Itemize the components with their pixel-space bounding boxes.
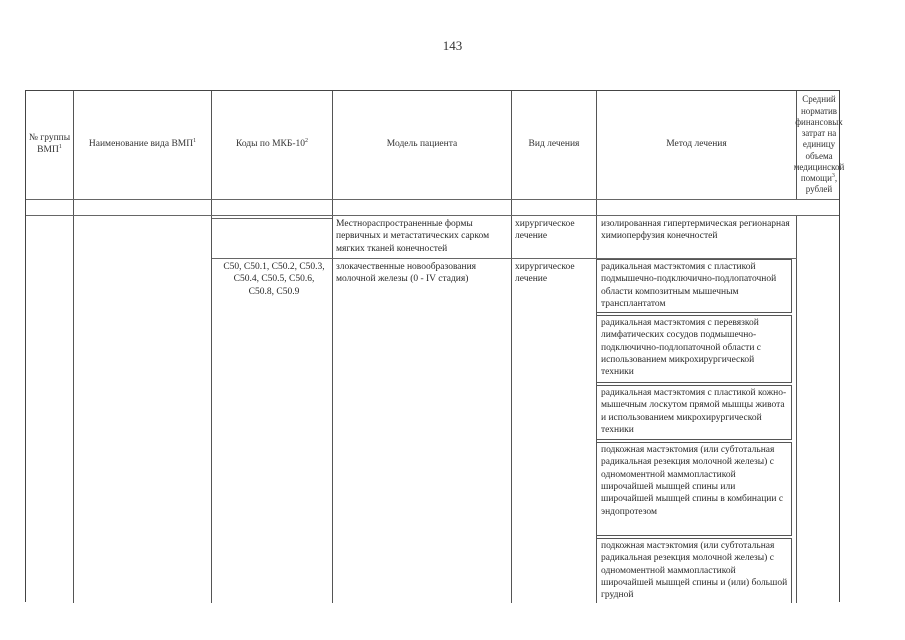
treatment-method-cell: радикальная мастэктомия с пластикой подмышечно-подключично-подлопаточной области композитным мышечным трансплантатом — [601, 262, 777, 310]
header-cost-norm: Средний норматив финансовых затрат на единицу объема медицинской помощи$^3$, рублей — [793, 94, 845, 195]
patient-model-cell: злокачественные новообразования молочной железы (0 - IV стадия) — [336, 262, 477, 285]
treatment-method-cell: подкожная мастэктомия (или субтотальная радикальная резекция молочной железы) с одномоментной маммопластикой широчайшей мышцей спины и (или) большой грудной — [601, 541, 788, 601]
header-patient-model: Модель пациента — [386, 139, 458, 150]
numbering-row-line — [26, 215, 839, 216]
patient-model-cell: Местнораспространенные формы первичных и метастатических сарком мягких тканей конечностей — [336, 219, 490, 254]
treatment-method-cell: подкожная мастэктомия (или субтотальная радикальная резекция молочной железы) с одномоментной маммопластикой широчайшей мышцей спины или широчайшей мышцей спины в комбинации с эндопротезом — [601, 445, 784, 517]
treatment-table — [25, 90, 845, 602]
treatment-type-cell: хирургическое лечение — [515, 219, 575, 242]
treatment-method-cell: радикальная мастэктомия с пластикой кожно-мышечным лоскутом прямой мышцы живота и использованием микрохирургической техники — [601, 388, 787, 436]
header-treatment-type: Вид лечения — [528, 139, 580, 150]
header-icd-codes: Коды по МКБ-$10^2$ — [235, 138, 309, 150]
header-treatment-method: Метод лечения — [666, 139, 727, 150]
icd-codes-cell: C50, C50.1, C50.2, C50.3, C50.4, C50.5, C50.6, C50.8, C50.9 — [223, 262, 325, 297]
treatment-method-cell: изолированная гипертермическая регионарная химиоперфузия конечностей — [601, 219, 790, 242]
page-number: 143 — [442, 38, 463, 53]
treatment-type-cell: хирургическое лечение — [515, 262, 575, 285]
header-vmp-name: Наименование вида ВМП$^1$ — [88, 138, 197, 150]
header-bottom-line — [26, 199, 839, 200]
treatment-method-cell: радикальная мастэктомия с перевязкой лимфатических сосудов подмышечно-подключично-подлопаточной области с использованием микрохирургической техники — [601, 318, 762, 378]
header-group-no: № группы ВМП$^1$ — [28, 132, 71, 156]
column-divider — [796, 215, 797, 603]
codes-top-line — [212, 218, 332, 219]
